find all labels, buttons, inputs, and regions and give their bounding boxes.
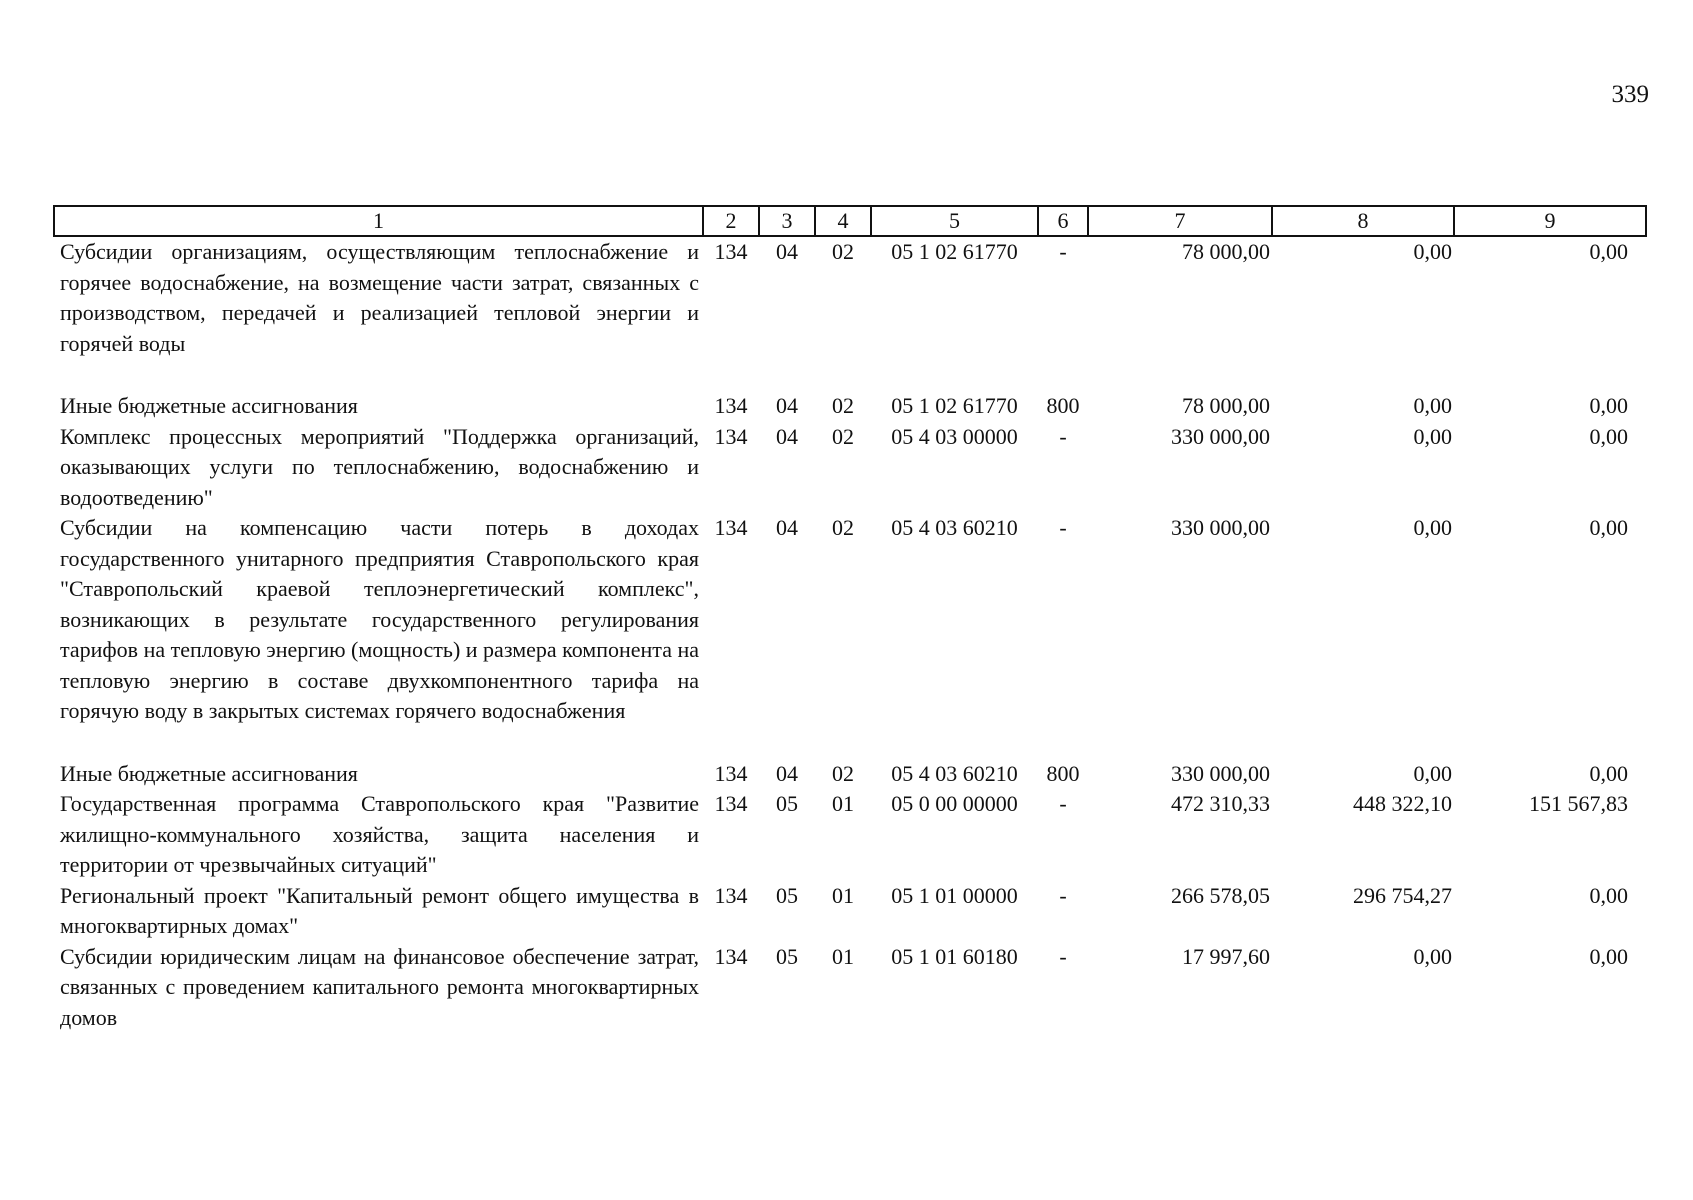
table-row [54, 942, 1646, 1034]
cell-ministry: 134 [714, 423, 748, 449]
cell-ministry: 134 [714, 943, 748, 969]
column-header: 2 [703, 206, 759, 236]
row-name: Иные бюджетные ассигнования [60, 760, 358, 786]
cell-amount-9: 0,00 [1589, 943, 1628, 969]
cell-subsection: 02 [832, 515, 854, 540]
cell-expense-type: - [1059, 882, 1067, 908]
cell-section: 04 [776, 239, 798, 264]
budget-table [53, 205, 1647, 1033]
cell-subsection: 01 [832, 943, 854, 969]
cell-subsection: 02 [832, 239, 854, 264]
table-row [54, 513, 1646, 759]
cell-ministry: 134 [714, 882, 748, 908]
cell-target-code: 05 1 01 00000 [891, 882, 1018, 908]
cell-target-code: 05 1 01 60180 [891, 943, 1018, 969]
table-row [54, 236, 1646, 391]
row-name: Региональный проект "Капитальный ремонт общего имущества в многоквартирных домах" [60, 882, 699, 938]
cell-amount-9: 0,00 [1589, 760, 1628, 786]
cell-ministry: 134 [714, 393, 748, 418]
table-header-row [54, 206, 1646, 236]
cell-target-code: 05 4 03 00000 [891, 423, 1018, 449]
column-header: 8 [1272, 206, 1454, 236]
row-name: Субсидии на компенсацию части потерь в доходах государственного унитарного предприятия Ставропольского края "Ставропольский краевой теплоэнергетический комплекс", возникающих в результате государственного регулирования тарифов на тепловую энергию (мощность) и размера компонента на тепловую энергию в составе двухкомпонентного тарифа на горячую воду в закрытых системах горячего водоснабжения [60, 515, 699, 723]
cell-amount-9: 151 567,83 [1529, 791, 1628, 816]
column-header: 9 [1454, 206, 1646, 236]
cell-amount-7: 472 310,33 [1171, 791, 1270, 816]
cell-section: 05 [776, 882, 798, 908]
cell-amount-8: 0,00 [1413, 423, 1452, 449]
cell-amount-9: 0,00 [1589, 423, 1628, 449]
cell-amount-7: 17 997,60 [1182, 943, 1270, 969]
cell-amount-8: 0,00 [1413, 239, 1452, 264]
row-name: Комплекс процессных мероприятий "Поддержка организаций, оказывающих услуги по теплоснабжению, водоснабжению и водоотведению" [60, 423, 699, 510]
cell-ministry: 134 [714, 760, 748, 786]
cell-expense-type: - [1059, 943, 1067, 969]
cell-expense-type: 800 [1046, 760, 1080, 786]
cell-subsection: 02 [832, 393, 854, 418]
row-name: Субсидии организациям, осуществляющим теплоснабжение и горячее водоснабжение, на возмещение части затрат, связанных с производством, передачей и реализацией тепловой энергии и горячей воды [60, 239, 699, 356]
cell-amount-9: 0,00 [1589, 393, 1628, 418]
cell-amount-9: 0,00 [1589, 239, 1628, 264]
page-number: 339 [1611, 81, 1649, 108]
cell-amount-9: 0,00 [1589, 882, 1628, 908]
cell-expense-type: - [1059, 423, 1067, 449]
cell-amount-8: 0,00 [1413, 393, 1452, 418]
cell-expense-type: - [1059, 791, 1067, 816]
table-row [54, 881, 1646, 942]
cell-amount-7: 330 000,00 [1171, 515, 1270, 540]
cell-amount-8: 296 754,27 [1353, 882, 1452, 908]
cell-subsection: 02 [832, 423, 854, 449]
cell-amount-8: 448 322,10 [1353, 791, 1452, 816]
cell-section: 04 [776, 393, 798, 418]
cell-subsection: 01 [832, 791, 854, 816]
row-name: Субсидии юридическим лицам на финансовое обеспечение затрат, связанных с проведением капитального ремонта многоквартирных домов [60, 943, 699, 1030]
cell-section: 04 [776, 423, 798, 449]
cell-amount-9: 0,00 [1589, 515, 1628, 540]
column-header: 3 [759, 206, 815, 236]
cell-amount-8: 0,00 [1413, 760, 1452, 786]
table-row [54, 759, 1646, 790]
cell-section: 04 [776, 760, 798, 786]
column-header: 6 [1038, 206, 1088, 236]
cell-subsection: 01 [832, 882, 854, 908]
cell-expense-type: - [1059, 239, 1067, 264]
cell-amount-7: 266 578,05 [1171, 882, 1270, 908]
column-header: 7 [1088, 206, 1272, 236]
cell-target-code: 05 1 02 61770 [891, 393, 1018, 418]
column-header: 5 [871, 206, 1038, 236]
cell-section: 05 [776, 791, 798, 816]
cell-amount-7: 330 000,00 [1171, 760, 1270, 786]
cell-amount-8: 0,00 [1413, 943, 1452, 969]
column-header: 1 [54, 206, 703, 236]
cell-expense-type: 800 [1046, 393, 1080, 418]
table-row [54, 789, 1646, 881]
table-row [54, 422, 1646, 514]
cell-section: 05 [776, 943, 798, 969]
column-header: 4 [815, 206, 871, 236]
cell-target-code: 05 4 03 60210 [891, 760, 1018, 786]
cell-subsection: 02 [832, 760, 854, 786]
cell-amount-7: 330 000,00 [1171, 423, 1270, 449]
cell-target-code: 05 1 02 61770 [891, 239, 1018, 264]
cell-target-code: 05 4 03 60210 [891, 515, 1018, 540]
row-name: Иные бюджетные ассигнования [60, 393, 358, 418]
cell-ministry: 134 [714, 791, 748, 816]
cell-amount-7: 78 000,00 [1182, 239, 1270, 264]
table-row [54, 391, 1646, 422]
cell-section: 04 [776, 515, 798, 540]
cell-expense-type: - [1059, 515, 1067, 540]
cell-amount-8: 0,00 [1413, 515, 1452, 540]
cell-amount-7: 78 000,00 [1182, 393, 1270, 418]
row-name: Государственная программа Ставропольского края "Развитие жилищно-коммунального хозяйства, защита населения и территории от чрезвычайных ситуаций" [60, 791, 699, 877]
cell-ministry: 134 [714, 239, 748, 264]
cell-target-code: 05 0 00 00000 [891, 791, 1018, 816]
cell-ministry: 134 [714, 515, 748, 540]
